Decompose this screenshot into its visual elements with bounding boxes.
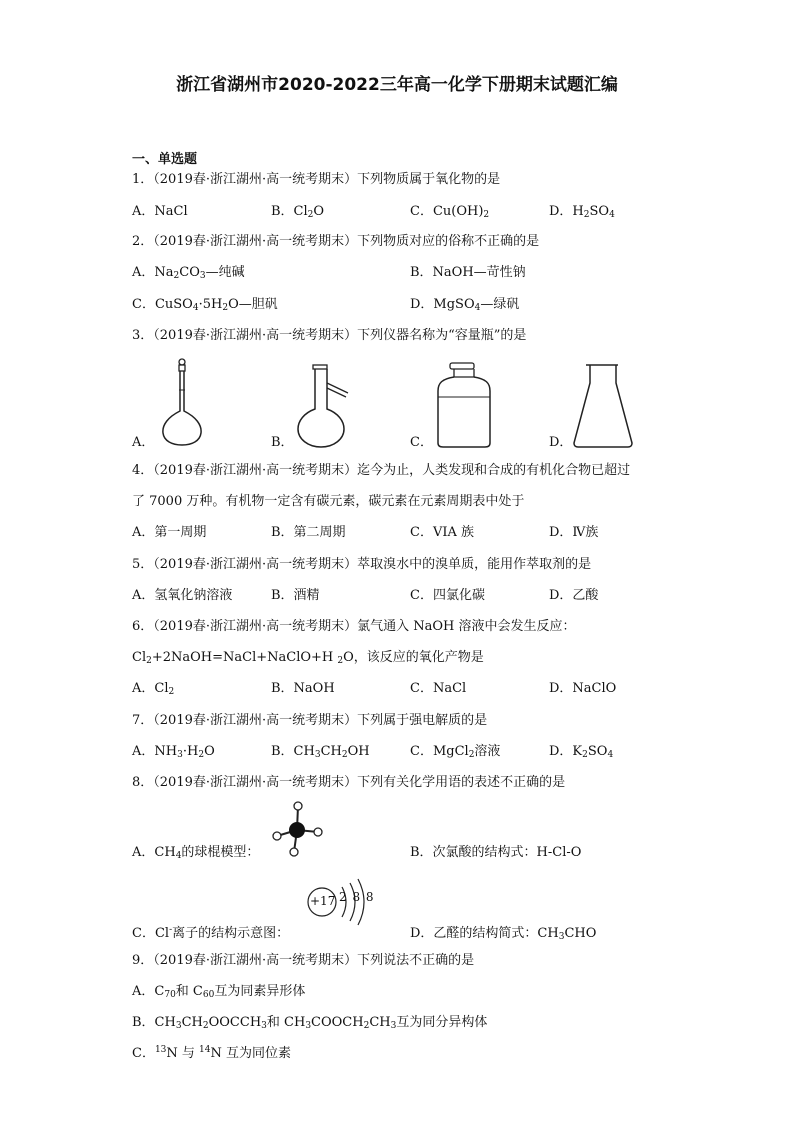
q8-option-d[interactable]: D．乙醛的结构简式：$CH_3CHO$: [410, 926, 597, 942]
question-9-stem: 9．（2019春·浙江湖州·高一统考期末）下列说法不正确的是: [132, 953, 475, 968]
q3-option-d[interactable]: D．: [549, 435, 573, 450]
q1-option-b[interactable]: B．$Cl_2O$: [271, 204, 325, 220]
q2-option-a[interactable]: A．$Na_2CO_3—$纯碱: [132, 265, 245, 281]
distillation-flask-image: [296, 365, 356, 447]
q7-option-a[interactable]: A．$NH_3\cdot H_2O$: [132, 744, 215, 760]
question-7-stem: 7．（2019春·浙江湖州·高一统考期末）下列属于强电解质的是: [132, 713, 488, 728]
q2-option-d[interactable]: D．MgSO$_4$—绿矾: [410, 297, 520, 313]
q6-option-b[interactable]: B．NaOH: [271, 681, 335, 696]
reagent-bottle-image: [434, 363, 494, 447]
q9-option-b[interactable]: B．$CH_3CH_2OOCCH_3$和 $CH_3COOCH_2CH_3$互为同分异构体: [132, 1015, 488, 1031]
q8-option-a[interactable]: A．$CH_4$的球棍模型：: [132, 845, 260, 861]
q-number: 1．: [132, 172, 154, 187]
q8-option-b[interactable]: B．次氯酸的结构式：H-Cl-O: [410, 845, 582, 860]
question-5-stem: 5．（2019春·浙江湖州·高一统考期末）萃取溴水中的溴单质，能用作萃取剂的是: [132, 557, 592, 572]
q5-option-d[interactable]: D．乙酸: [549, 588, 599, 603]
q4-option-a[interactable]: A．第一周期: [132, 525, 207, 540]
ch4-ball-stick-model-image: [272, 802, 326, 858]
electron-shells: 2 8 8: [339, 890, 375, 904]
q4-option-c[interactable]: C．VIA 族: [410, 525, 474, 540]
q1-option-c[interactable]: C．$Cu(OH)_2$: [410, 204, 490, 220]
q8-option-c[interactable]: C．Cl-离子的结构示意图：: [132, 925, 290, 941]
q1-option-a[interactable]: A．NaCl: [132, 204, 188, 219]
question-1-stem: [132, 172, 500, 188]
question-8-stem: 8．（2019春·浙江湖州·高一统考期末）下列有关化学用语的表述不正确的是: [132, 775, 566, 790]
q4-option-b[interactable]: B．第二周期: [271, 525, 346, 540]
question-4-stem: 4．（2019春·浙江湖州·高一统考期末）迄今为止，人类发现和合成的有机化合物已超过: [132, 463, 631, 478]
q7-option-d[interactable]: D．$K_2SO_4$: [549, 744, 614, 760]
q-source: （2019春·浙江湖州·高一统考期末）: [153, 172, 358, 187]
q6-option-a[interactable]: A．$Cl_2$: [132, 681, 175, 697]
q2-option-b[interactable]: B．NaOH—苛性钠: [410, 265, 526, 280]
q7-option-c[interactable]: C．MgCl$_2$溶液: [410, 744, 501, 760]
q1-option-d[interactable]: D．$H_2SO_4$: [549, 204, 615, 220]
nucleus-charge: +17: [310, 894, 336, 908]
cl-ion-structure-diagram: [306, 883, 375, 917]
q2-option-c[interactable]: C．$CuSO_4\cdot 5H_2O—$胆矾: [132, 297, 278, 313]
q3-option-a[interactable]: A．: [132, 435, 155, 450]
erlenmeyer-flask-image: [572, 363, 634, 447]
q7-option-b[interactable]: B．$CH_3CH_2OH$: [271, 744, 370, 760]
section-heading: 一、单选题: [132, 152, 198, 167]
q4-option-d[interactable]: D．Ⅳ族: [549, 525, 599, 540]
q9-option-c[interactable]: C．$^{13}$N 与 $^{14}$N 互为同位素: [132, 1045, 292, 1061]
q3-option-b[interactable]: B．: [271, 435, 294, 450]
question-2-stem: 2．（2019春·浙江湖州·高一统考期末）下列物质对应的俗称不正确的是: [132, 234, 540, 249]
question-6-equation: $Cl_2+2NaOH=NaCl+NaClO+H$ $_2$O，该反应的氧化产物是: [132, 650, 484, 666]
q3-option-c[interactable]: C．: [410, 435, 433, 450]
volumetric-flask-image: [158, 357, 208, 447]
q5-option-b[interactable]: B．酒精: [271, 588, 320, 603]
q6-option-c[interactable]: C．NaCl: [410, 681, 467, 696]
question-3-stem: 3．（2019春·浙江湖州·高一统考期末）下列仪器名称为“容量瓶”的是: [132, 328, 527, 343]
question-6-stem: 6．（2019春·浙江湖州·高一统考期末）氯气通入 NaOH 溶液中会发生反应：: [132, 619, 576, 634]
q9-option-a[interactable]: A．$C_{70}$和 $C_{60}$互为同素异形体: [132, 984, 306, 1000]
q6-option-d[interactable]: D．NaClO: [549, 681, 617, 696]
page-title: 浙江省湖州市2020-2022三年高一化学下册期末试题汇编: [176, 75, 618, 95]
q5-option-a[interactable]: A．氢氧化钠溶液: [132, 588, 233, 603]
question-4-stem-line2: 了 7000 万种。有机物一定含有碳元素，碳元素在元素周期表中处于: [132, 494, 525, 509]
q-text: 下列物质属于氧化物的是: [357, 172, 501, 187]
q5-option-c[interactable]: C．四氯化碳: [410, 588, 485, 603]
